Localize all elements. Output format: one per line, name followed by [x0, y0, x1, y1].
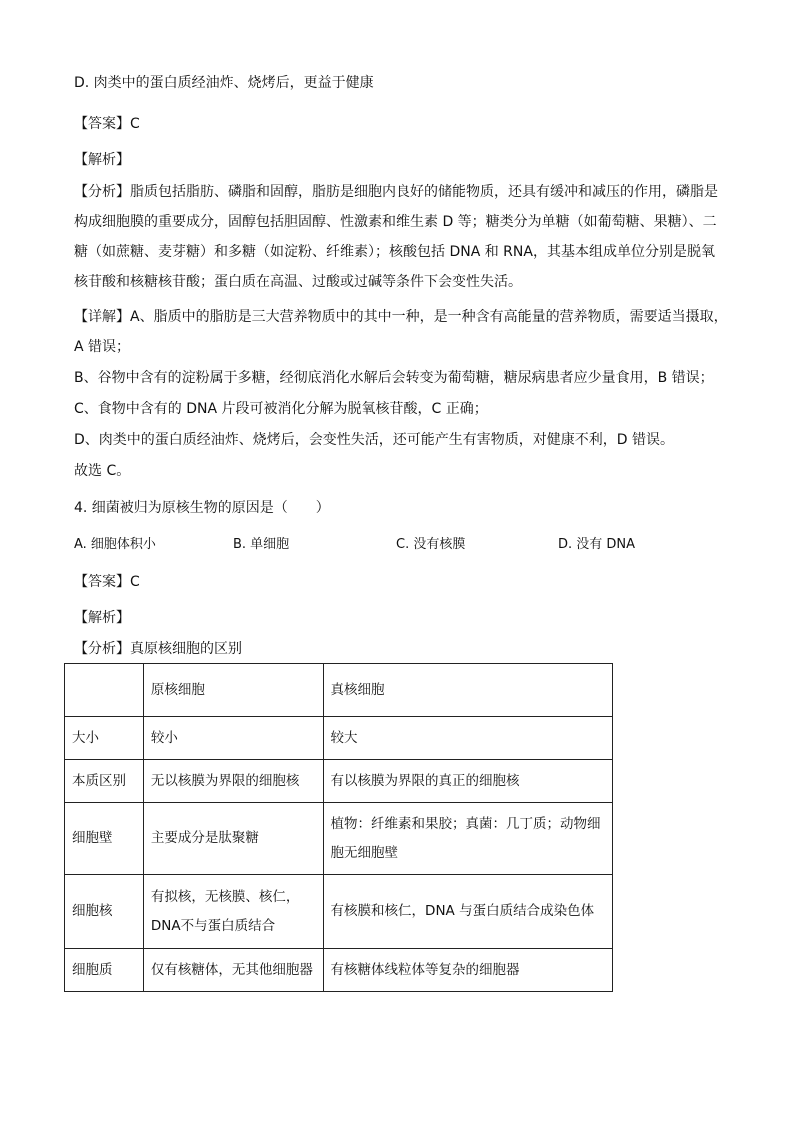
q3-fenxi-line: 糖（如蔗糖、麦芽糖）和多糖（如淀粉、纤维素）；核酸包括 DNA 和 RNA，其基本组成单位分别是脱氧 [74, 244, 715, 260]
table-cell: 大小 [65, 717, 144, 760]
table-cell: 细胞核 [65, 875, 144, 949]
q3-answer: 【答案】C [74, 116, 140, 132]
table-cell: 较小 [143, 717, 323, 760]
table-cell: 较大 [323, 717, 612, 760]
table-header-row [65, 664, 613, 717]
table-cell: 有以核膜为界限的真正的细胞核 [323, 760, 612, 803]
table-cell: 无以核膜为界限的细胞核 [143, 760, 323, 803]
table-row [65, 875, 613, 949]
table-row [65, 760, 613, 803]
q4-fenxi: 【分析】真原核细胞的区别 [74, 641, 242, 657]
table-row [65, 717, 613, 760]
q3-xiangjie-line: 故选 C。 [74, 463, 131, 479]
table-cell: 有核糖体线粒体等复杂的细胞器 [323, 949, 612, 992]
table-cell: 细胞壁 [65, 803, 144, 875]
table-header-cell: 原核细胞 [143, 664, 323, 717]
q4-option-a: A. 细胞体积小 [74, 537, 156, 552]
table-cell: 有核膜和核仁，DNA 与蛋白质结合成染色体 [323, 875, 612, 949]
q3-fenxi-line: 构成细胞膜的重要成分，固醇包括胆固醇、性激素和维生素 D 等；糖类分为单糖（如葡萄糖、果糖）、二 [74, 214, 717, 230]
table-cell: 主要成分是肽聚糖 [143, 803, 323, 875]
table-cell: 细胞质 [65, 949, 144, 992]
table-cell: 仅有核糖体，无其他细胞器 [143, 949, 323, 992]
q3-analysis-heading: 【解析】 [74, 152, 130, 168]
table-header-cell [65, 664, 144, 717]
q3-xiangjie-line: 【详解】A、脂质中的脂肪是三大营养物质中的其中一种，是一种含有高能量的营养物质，需要适当摄取， [74, 309, 728, 325]
q4-answer: 【答案】C [74, 574, 140, 590]
q3-xiangjie-line: B、谷物中含有的淀粉属于多糖，经彻底消化水解后会转变为葡萄糖，糖尿病患者应少量食用，B 错误； [74, 370, 714, 386]
q4-analysis-heading: 【解析】 [74, 610, 130, 626]
cell-comparison-table [64, 663, 613, 992]
q3-option-d: D. 肉类中的蛋白质经油炸、烧烤后，更益于健康 [74, 75, 374, 91]
table-cell: 本质区别 [65, 760, 144, 803]
q3-fenxi-line: 【分析】脂质包括脂肪、磷脂和固醇，脂肪是细胞内良好的储能物质，还具有缓冲和减压的作用，磷脂是 [74, 184, 718, 200]
table-header-cell: 真核细胞 [323, 664, 612, 717]
q3-fenxi-line: 核苷酸和核糖核苷酸；蛋白质在高温、过酸或过碱等条件下会变性失活。 [74, 274, 522, 290]
table-row [65, 949, 613, 992]
q4-option-b: B. 单细胞 [233, 537, 290, 552]
q4-stem: 4. 细菌被归为原核生物的原因是（ ） [74, 500, 330, 516]
q3-xiangjie-line: C、食物中含有的 DNA 片段可被消化分解为脱氧核苷酸，C 正确； [74, 401, 488, 417]
q4-options [74, 535, 634, 555]
table-cell: 有拟核，无核膜、核仁，DNA不与蛋白质结合 [143, 875, 323, 949]
table-row [65, 803, 613, 875]
q4-option-d: D. 没有 DNA [558, 537, 636, 552]
q4-option-c: C. 没有核膜 [396, 537, 466, 552]
table-cell: 植物：纤维素和果胶；真菌：几丁质；动物细胞无细胞壁 [323, 803, 612, 875]
q3-xiangjie-line: A 错误； [74, 339, 131, 355]
q3-xiangjie-line: D、肉类中的蛋白质经油炸、烧烤后，会变性失活，还可能产生有害物质，对健康不利，D 错误。 [74, 432, 675, 448]
